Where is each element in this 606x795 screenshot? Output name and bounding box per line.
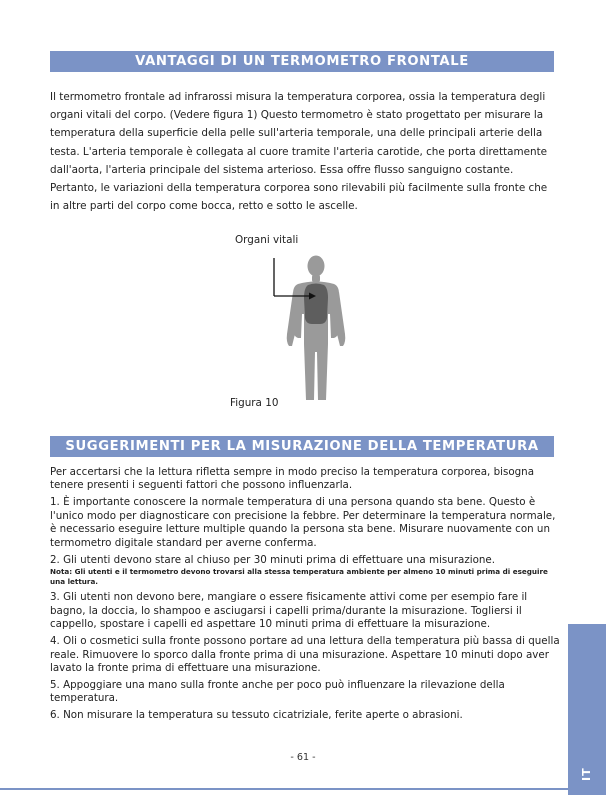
intro-paragraph: Il termometro frontale ad infrarossi misura la temperatura corporea, ossia la temperatura degli organi vitali del corpo. (Vedere figura 1) Questo termometro è stato progettato per misurare la temperatura della superficie della pelle sull'arteria temporale, una delle principali arterie della testa. L'arteria temporale è collegata al cuore tramite l'arteria carotide, che porta direttamente dall'aorta, l'arteria principale del sistema arterioso. Essa offre flusso sanguigno costante. Pertanto, le variazioni della temperatura corporea sono rilevabili più facilmente sulla fronte che in altre parti del corpo come bocca, retto e sotto le ascelle.	[50, 91, 548, 213]
tip-item: 4. Oli o cosmetici sulla fronte possono portare ad una lettura della temperatura più bassa di quella reale. Rimuovere lo sporco dalla fronte prima di una misurazione. Aspettare 10 minuti dopo aver lavato la fronte prima di effettuare una misurazione.	[50, 635, 560, 675]
section-title: VANTAGGI DI UN TERMOMETRO FRONTALE	[135, 54, 469, 69]
section-title-bar	[50, 436, 554, 457]
tip-item: 1. È importante conoscere la normale temperatura di una persona quando sta bene. Questo è l'unico modo per diagnosticare con precisione la febbre. Per determinare la temperatura normale, è necessario eseguire letture multiple quando la persona sta bene. Misurare nuovamente con un termometro digitale standard per averne conferma.	[50, 496, 556, 549]
body-silhouette	[287, 256, 346, 401]
section-title: SUGGERIMENTI PER LA MISURAZIONE DELLA TEMPERATURA	[65, 439, 539, 454]
page-number: - 61 -	[290, 752, 316, 763]
tip-item: 6. Non misurare la temperatura su tessuto cicatriziale, ferite aperte o abrasioni.	[50, 709, 463, 722]
tip-item: 5. Appoggiare una mano sulla fronte anche per poco può influenzare la rilevazione della temperatura.	[50, 679, 505, 705]
tips-list	[50, 466, 560, 726]
human-body-figure	[260, 252, 360, 402]
figure-caption: Figura 10	[230, 397, 279, 409]
tip-note: Nota: Gli utenti e il termometro devono trovarsi alla stessa temperatura ambiente per almeno 10 minuti prima di eseguire una lettura.	[50, 567, 548, 587]
tip-item: 3. Gli utenti non devono bere, mangiare o essere fisicamente attivi come per esempio fare il bagno, la doccia, lo shampoo e asciugarsi i capelli prima/durante la misurazione. Togliersi il cappello, spostare i capelli ed aspettare 10 minuti prima di effettuare la misurazione.	[50, 591, 528, 631]
organs-shape	[304, 284, 328, 325]
bottom-divider	[0, 788, 606, 790]
language-tab-label: IT	[580, 767, 593, 781]
tip-item: 2. Gli utenti devono stare al chiuso per 30 minuti prima di effettuare una misurazione.	[50, 553, 496, 566]
tips-intro: Per accertarsi che la lettura rifletta sempre in modo preciso la temperatura corporea, bisogna tenere presenti i seguenti fattori che possono influenzarla.	[50, 466, 535, 492]
figure-organs-label: Organi vitali	[235, 234, 299, 246]
language-tab	[568, 624, 606, 795]
section-title-bar	[50, 51, 554, 72]
